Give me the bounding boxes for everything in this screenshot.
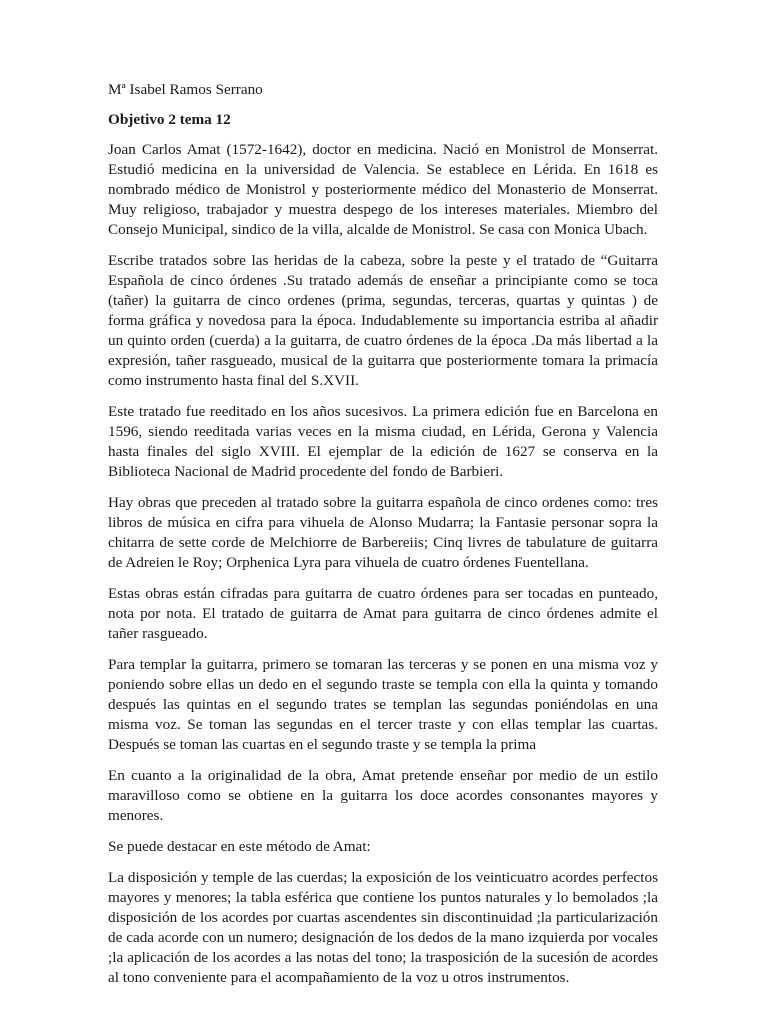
- author-name: Mª Isabel Ramos Serrano: [108, 81, 263, 98]
- originality-text-end: Amat pretende enseñar por medio de un estilo maravilloso como se obtiene en la guitarra los doce acordes consonantes mayores y menores.: [108, 767, 658, 824]
- originality-text-start: En cuanto a la originalidad de la obra: [108, 767, 353, 784]
- paragraph-treatises: Escribe tratados sobre las heridas de la cabeza, sobre la peste y el tratado de “Guitarra Española de cinco órdenes .Su tratado además de enseñar a principiante como se toca (tañer) la guitarra de cinco ordenes (prima, segundas, terceras, quartas y quintas ) de forma gráfica y novedosa para la época. Indudablemente su importancia estriba al añadir un quinto orden (cuerda) a la guitarra, de cuatro órdenes de la época .Da más libertad a la expresión, tañer rasgueado, musical de la guitarra que posteriormente tomara la primacía como instrumento hasta final del S.XVII.: [108, 252, 658, 389]
- paragraph-biography: Joan Carlos Amat (1572-1642), doctor en medicina. Nació en Monistrol de Monserrat. Estudió medicina en la universidad de Valencia. Se establece en Lérida. En 1618 es nombrado médico de Monistrol y posteriormente médico del Monasterio de Monserrat. Muy religioso, trabajador y muestra despego de los intereses materiales. Miembro del Consejo Municipal, sindico de la villa, alcalde de Monistrol. Se casa con Monica Ubach.: [108, 141, 658, 238]
- paragraph-method-features: La disposición y temple de las cuerdas; la exposición de los veinticuatro acordes perfectos mayores y menores; la tabla esférica que contiene los puntos naturales y lo bemolados ;la disposición de los acordes por cuartas ascendentes sin discontinuidad ;la particularización de cada acorde con un numero; designación de los dedos de la mano izquierda por vocales ;la aplicación de los acordes a las notas del tono; la trasposición de la sucesión de acordes al tono conveniente para el acompañamiento de la voz u otros instrumentos.: [108, 869, 658, 986]
- paragraph-four-course-works: Estas obras están cifradas para guitarra de cuatro órdenes para ser tocadas en punteado, nota por nota. El tratado de guitarra de Amat para guitarra de cinco órdenes admite el tañer rasgueado.: [108, 585, 658, 642]
- paragraph-tuning: Para templar la guitarra, primero se tomaran las terceras y se ponen en una misma voz y poniendo sobre ellas un dedo en el segundo traste se templa con ella la quinta y tomando después las quintas en el segundo trates se templan las segundas poniéndolas en una misma voz. Se toman las segundas en el tercer traste y con ellas templar las cuartas. Después se toman las cuartas en el segundo traste y se templa la prima: [108, 656, 658, 753]
- paragraph-highlight-intro: Se puede destacar en este método de Amat:: [108, 838, 371, 855]
- originality-underlined-comma: ,: [352, 767, 357, 784]
- paragraph-originality: [108, 766, 658, 826]
- document-heading: Objetivo 2 tema 12: [108, 111, 231, 128]
- paragraph-editions: Este tratado fue reeditado en los años sucesivos. La primera edición fue en Barcelona en 1596, siendo reeditada varias veces en la misma ciudad, en Lérida, Gerona y Valencia hasta finales del siglo XVIII. El ejemplar de la edición de 1627 se conserva en la Biblioteca Nacional de Madrid procedente del fondo de Barbieri.: [108, 403, 658, 480]
- paragraph-precedent-works: Hay obras que preceden al tratado sobre la guitarra española de cinco ordenes como: tres libros de música en cifra para vihuela de Alonso Mudarra; la Fantasie personar sopra la chitarra de sette corde de Melchiorre de Barbereiis; Cinq livres de tabulature de guitarra de Adreien le Roy; Orphenica Lyra para vihuela de cuatro órdenes Fuentellana.: [108, 494, 658, 571]
